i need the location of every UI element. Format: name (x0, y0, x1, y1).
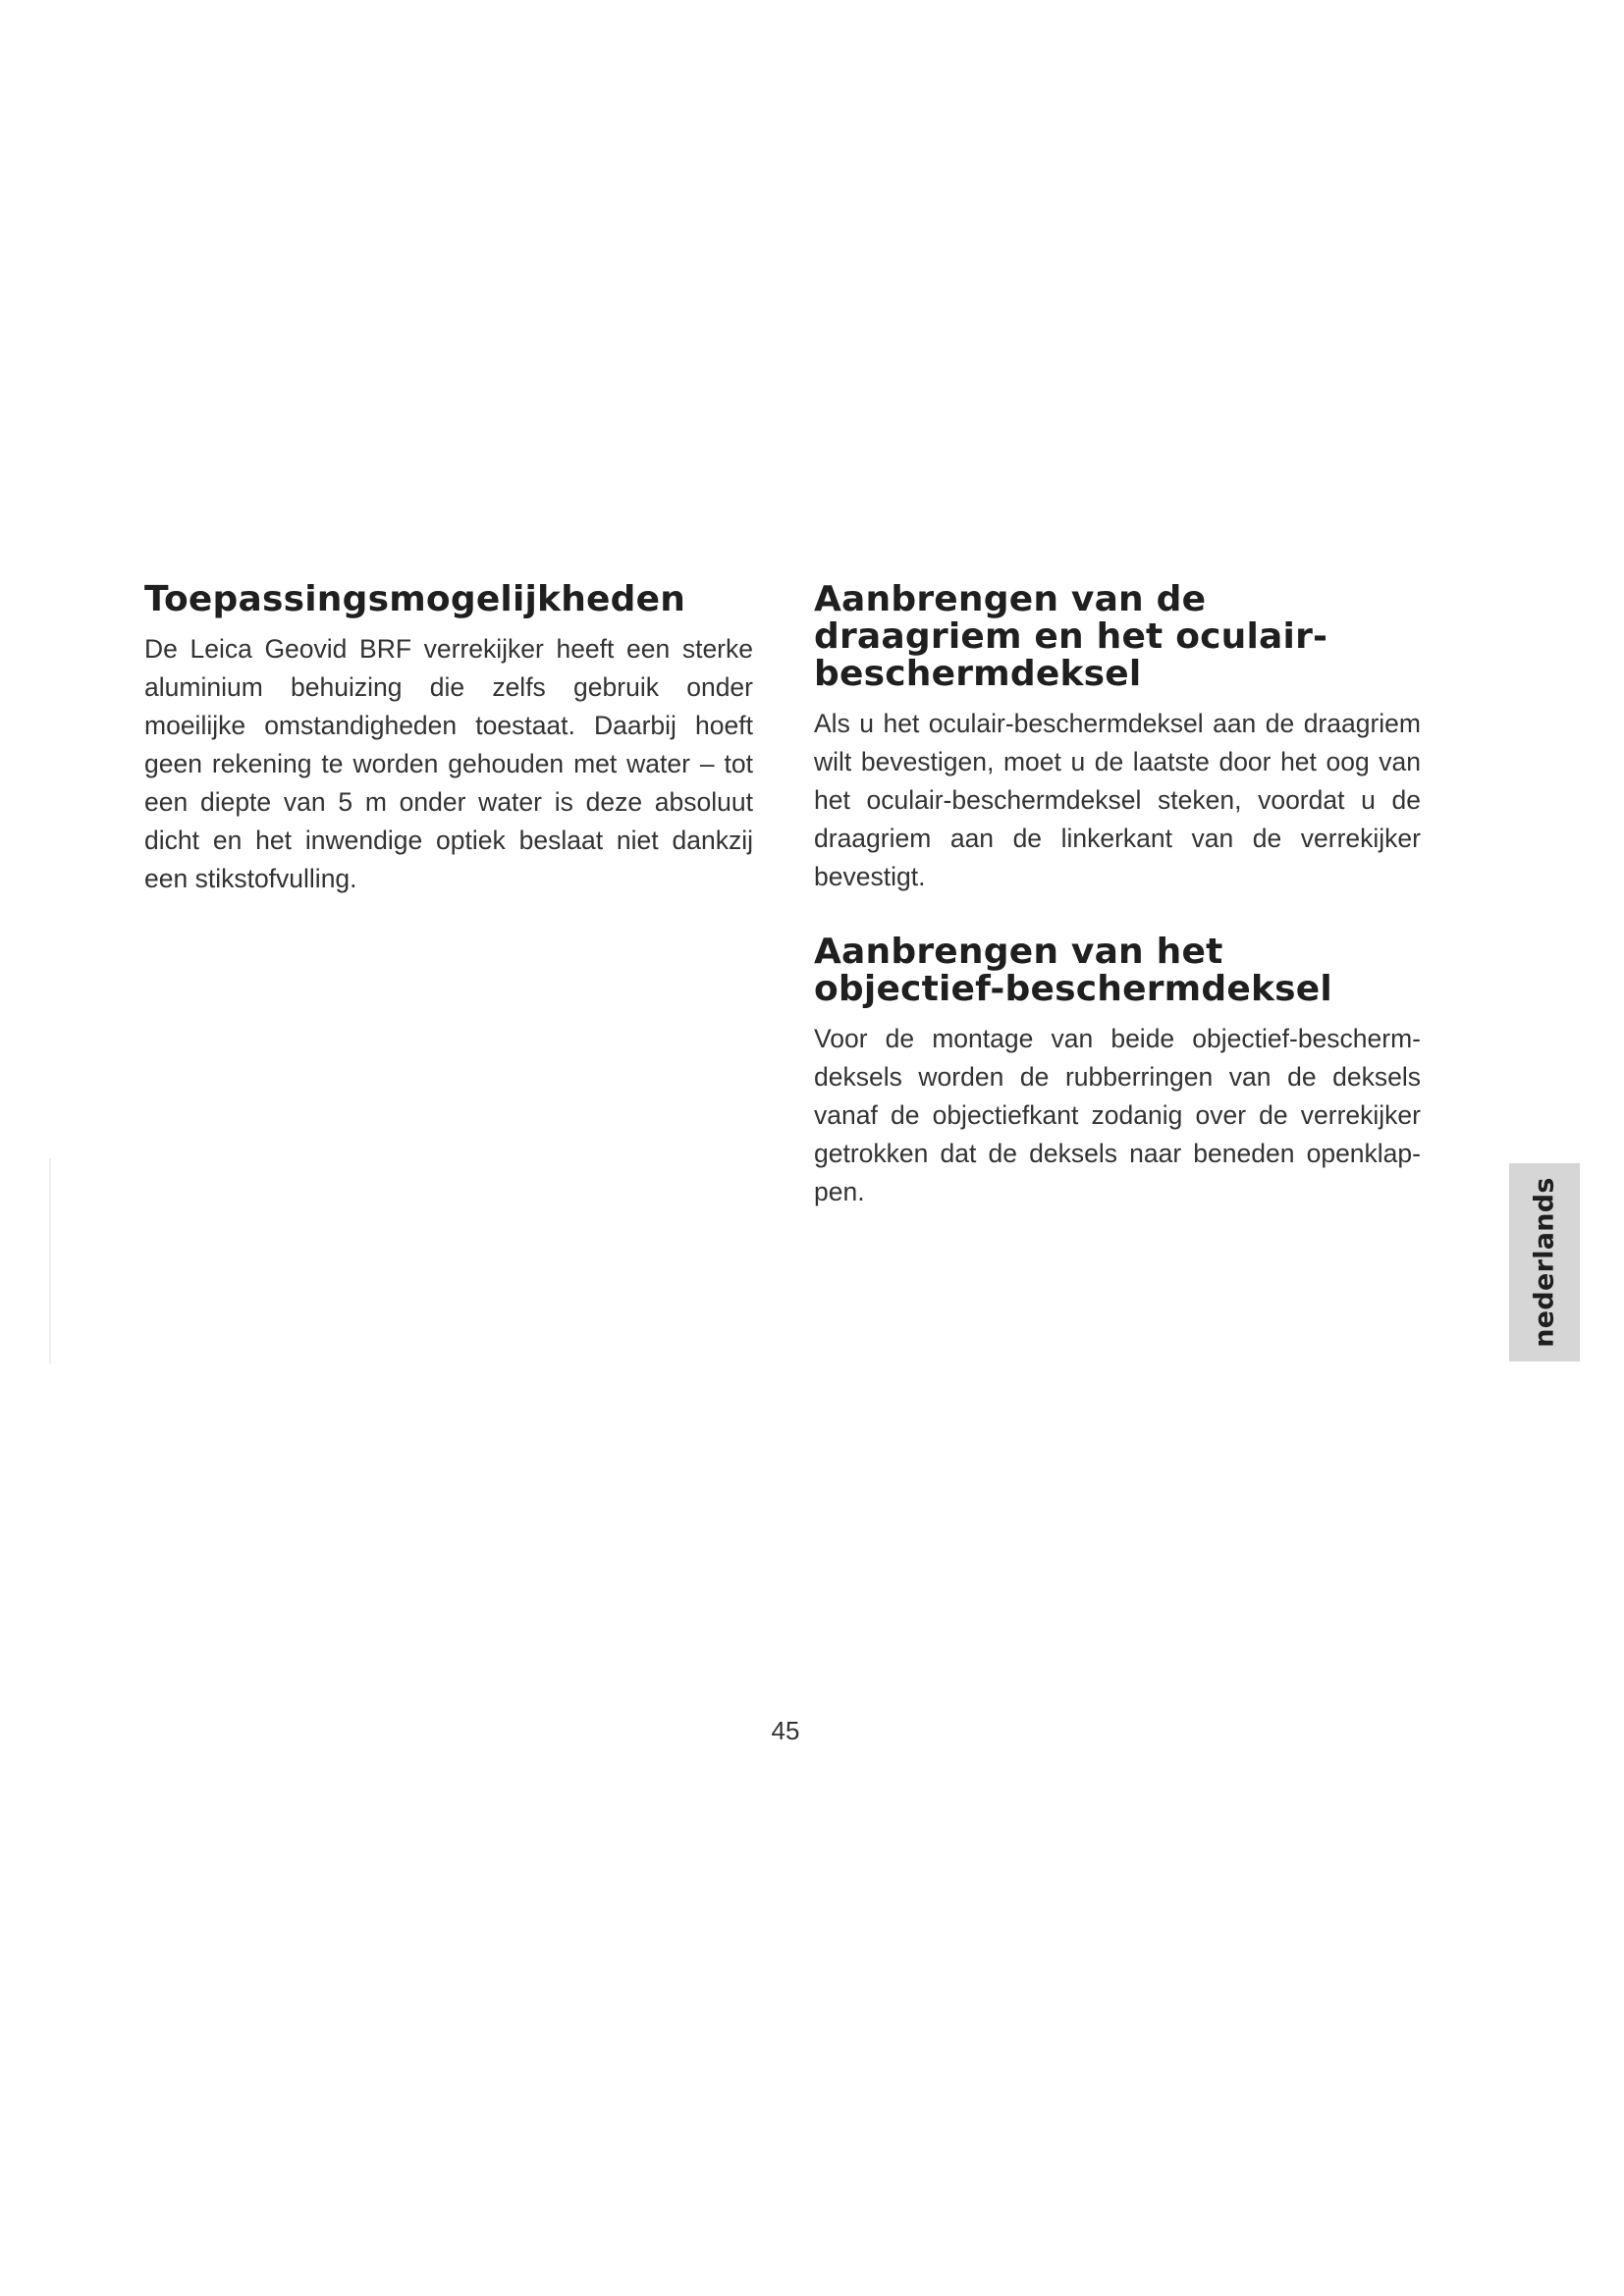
section-paragraph-objective-cover: Voor de montage van beide objectief-beschermdeksels worden de rubberringen van de deksels vanaf de objectiefkant zodanig over de verrekijker getrokken dat de deksels naar beneden openklappen. (814, 1024, 1421, 1206)
right-column (814, 581, 1421, 1211)
section-objective-cover (814, 934, 1421, 1211)
left-column (144, 581, 753, 898)
page-edge-mark (49, 1158, 51, 1364)
language-tab (1509, 1163, 1580, 1362)
section-paragraph-strap-eyepiece-cover: Als u het oculair-beschermdeksel aan de draagriem wilt bevestigen, moet u de laatste door het oog van het oculair-beschermdeksel steken, voordat u de draagriem aan de linkerkant van de verrekijker bevestigt. (814, 709, 1421, 891)
section-heading-applications: Toepassingsmogelijkheden (144, 579, 686, 619)
section-strap-eyepiece-cover (814, 581, 1421, 896)
section-paragraph-applications: De Leica Geovid BRF verrekijker heeft een sterke aluminium behuizing die zelfs gebruik onder moeilijke omstandigheden toestaat. Daarbij hoeft geen rekening te worden gehouden met water – tot een diepte van 5 m onder water is deze absoluut dicht en het inwendige optiek beslaat niet dankzij een stikstofvulling. (144, 634, 753, 893)
page-number: 45 (771, 1716, 800, 1745)
section-heading-objective-cover: Aanbrengen van het objectief-beschermdeksel (814, 932, 1332, 1009)
language-tab-label: nederlands (1529, 1177, 1560, 1348)
section-heading-strap-eyepiece-cover: Aanbrengen van de draagriem en het oculair-beschermdeksel (814, 579, 1328, 694)
